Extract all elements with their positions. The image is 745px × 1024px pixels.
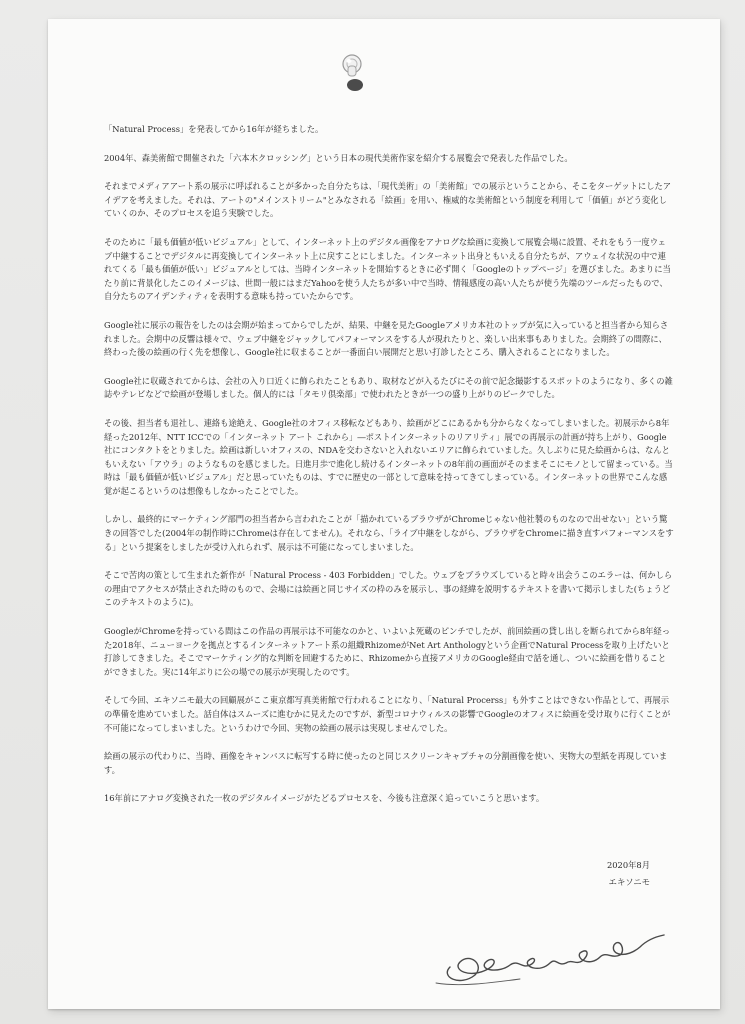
paragraph-13: 16年前にアナログ変換された一枚のデジタルイメージがたどるプロセスを、今後も注意深く追っていこうと思います。 [104,793,545,804]
paragraph-3: それまでメディアアート系の展示に呼ばれることが多かった自分たちは、「現代美術」の「美術館」での展示ということから、そこをターゲットにしたアイデアを考えました。それは、アートの"メインストリーム"とみなされる「絵画」を用い、権威的な美術館という制度を利用して「価値」がどう変化していくのか、そのプロセスを追う実験でした。 [104,181,672,219]
paragraph-8: しかし、最終的にマーケティング部門の担当者から言われたことが「描かれているブラウザがChromeじゃない他社製のものなので出せない」という驚きの回答でした(2004年の制作時にChromeは存在してません)。それなら、「ライブ中継をしながら、ブラウザをChromeに描き直すパフォーマンスをする」という提案をしましたが受け入れられず、展示は不可能になってしまいました。 [104,514,674,552]
paragraph-2: 2004年、森美術館で開催された「六本木クロッシング」という日本の現代美術作家を紹介する展覧会で発表した作品でした。 [104,152,573,163]
paragraph-6: Google社に収蔵されてからは、会社の入り口近くに飾られたこともあり、取材などが入るたびにその前で記念撮影するスポットのようになり、多くの雑誌やテレビなどで絵画が登場しました。個人的には「タモリ倶楽部」で使われたときが一つの盛り上がりのピークでした。 [104,375,673,400]
paragraph-11: そして今回、エキソニモ最大の回顧展がここ東京都写真美術館で行われることになり、「Natural Procerss」も外すことはできない作品として、再展示の準備を進めていました。話自体はスムーズに進むかに見えたのですが、新型コロナウィルスの影響でGoogleのオフィスに絵画を受け取りに行くことが不可能になってしまいました。というわけで今回、実物の絵画の展示は実現しませんでした。 [104,695,671,733]
paragraph-9: そこで苦肉の策として生まれた新作が「Natural Process - 403 Forbidden」でした。ウェブをブラウズしていると時々出会うこのエラーは、何かしらの理由でアクセスが禁止された時のもので、会場には絵画と同じサイズの枠のみを展示し、事の経緯を説明するテキストを書いて掲示しました(ちょうどこのテキストのように)。 [104,570,673,608]
handwritten-signature [430,907,670,997]
paragraph-10: GoogleがChromeを持っている間はこの作品の再展示は不可能なのかと、いよいよ死蔵のピンチでしたが、前回絵画の貸し出しを断られてから8年経った2018年、ニューヨークを拠点とするインターネットアート系の組織RhizomeがNet Art Anthologyという企画でNatural Processを取り上げたいと打診してきました。そこでマーケティング的な判断を回避するために、Rhizomeから直接アメリカのGoogle経由で話を通し、ついに絵画を借りることができました。実に14年ぶりに公の場での展示が実現したのです。 [104,626,671,677]
paragraph-4: そのために「最も価値が低いビジュアル」として、インターネット上のデジタル画像をアナログな絵画に変換して展覧会場に設置、それをもう一度ウェブ中継することでデジタルに再変換してインターネット上に戻すことにしました。インターネット出身ともいえる自分たちが、アウェイな状況の中で連れてくる「最も価値が低い」ビジュアルとしては、当時インターネットを開始するときに必ず開く「Googleのトップページ」を選びました。あまりに当たり前に背景化したこのイメージは、世間一般にはまだYahooを使う人たちが多い中で当時、情報感度の高い人たちが使う先端のツールだったもので、自分たちのアイデンティティを表明する意味も持っていたからです。 [104,236,671,302]
paragraph-5: Google社に展示の報告をしたのは会期が始まってからでしたが、結果、中継を見たGoogleアメリカ本社のトップが気に入っていると担当者から知らされました。会期中の反響は様々で、ウェブ中継をジャックしてパフォーマンスをする人が現れたりと、楽しい出来事もありました。会期終了の間際に、終わった後の絵画の行く先を想像し、Google社に収まることが一番面白い展開だと思い打診したところ、購入されることになりました。 [104,319,669,358]
paragraph-1: 「Natural Process」を発表してから16年が経ちました。 [104,124,324,134]
push-pin-icon [338,52,366,94]
sign-off [607,857,650,891]
author-line: エキソニモ [608,877,650,887]
paragraph-7: その後、担当者も退社し、連絡も途絶え、Google社のオフィス移転などもあり、絵画がどこにあるかも分からなくなってしまいました。初展示から8年経った2012年、NTT ICCでの「インターネット アート これから」―ポストインターネットのリアリティ」展での再展示の計画が持ち上がり、Google社にコンタクトをとりました。絵画は新しいオフィスの、NDAを交わさないと入れないエリアに飾られていました。久しぶりに見た絵画からは、なんともいえない「アウラ」のようなものを感じました。日進月歩で進化し続けるインターネットの8年前の画面がそのままそこにモノとして留まっている。当時は「最も価値が低いビジュアル」だと思っていたものは、すでに歴史の一部として意味を持ってきてしまっている。インターネットの世界でこんな感覚が起こるというのは想像もしなかったことでした。 [104,417,673,496]
paragraph-12: 絵画の展示の代わりに、当時、画像をキャンバスに転写する時に使ったのと同じスクリーンキャプチャの分割画像を使い、実物大の型紙を再現しています。 [104,751,668,775]
document-body [104,123,674,821]
date-line: 2020年8月 [607,860,650,870]
paper-sheet [48,19,720,1009]
